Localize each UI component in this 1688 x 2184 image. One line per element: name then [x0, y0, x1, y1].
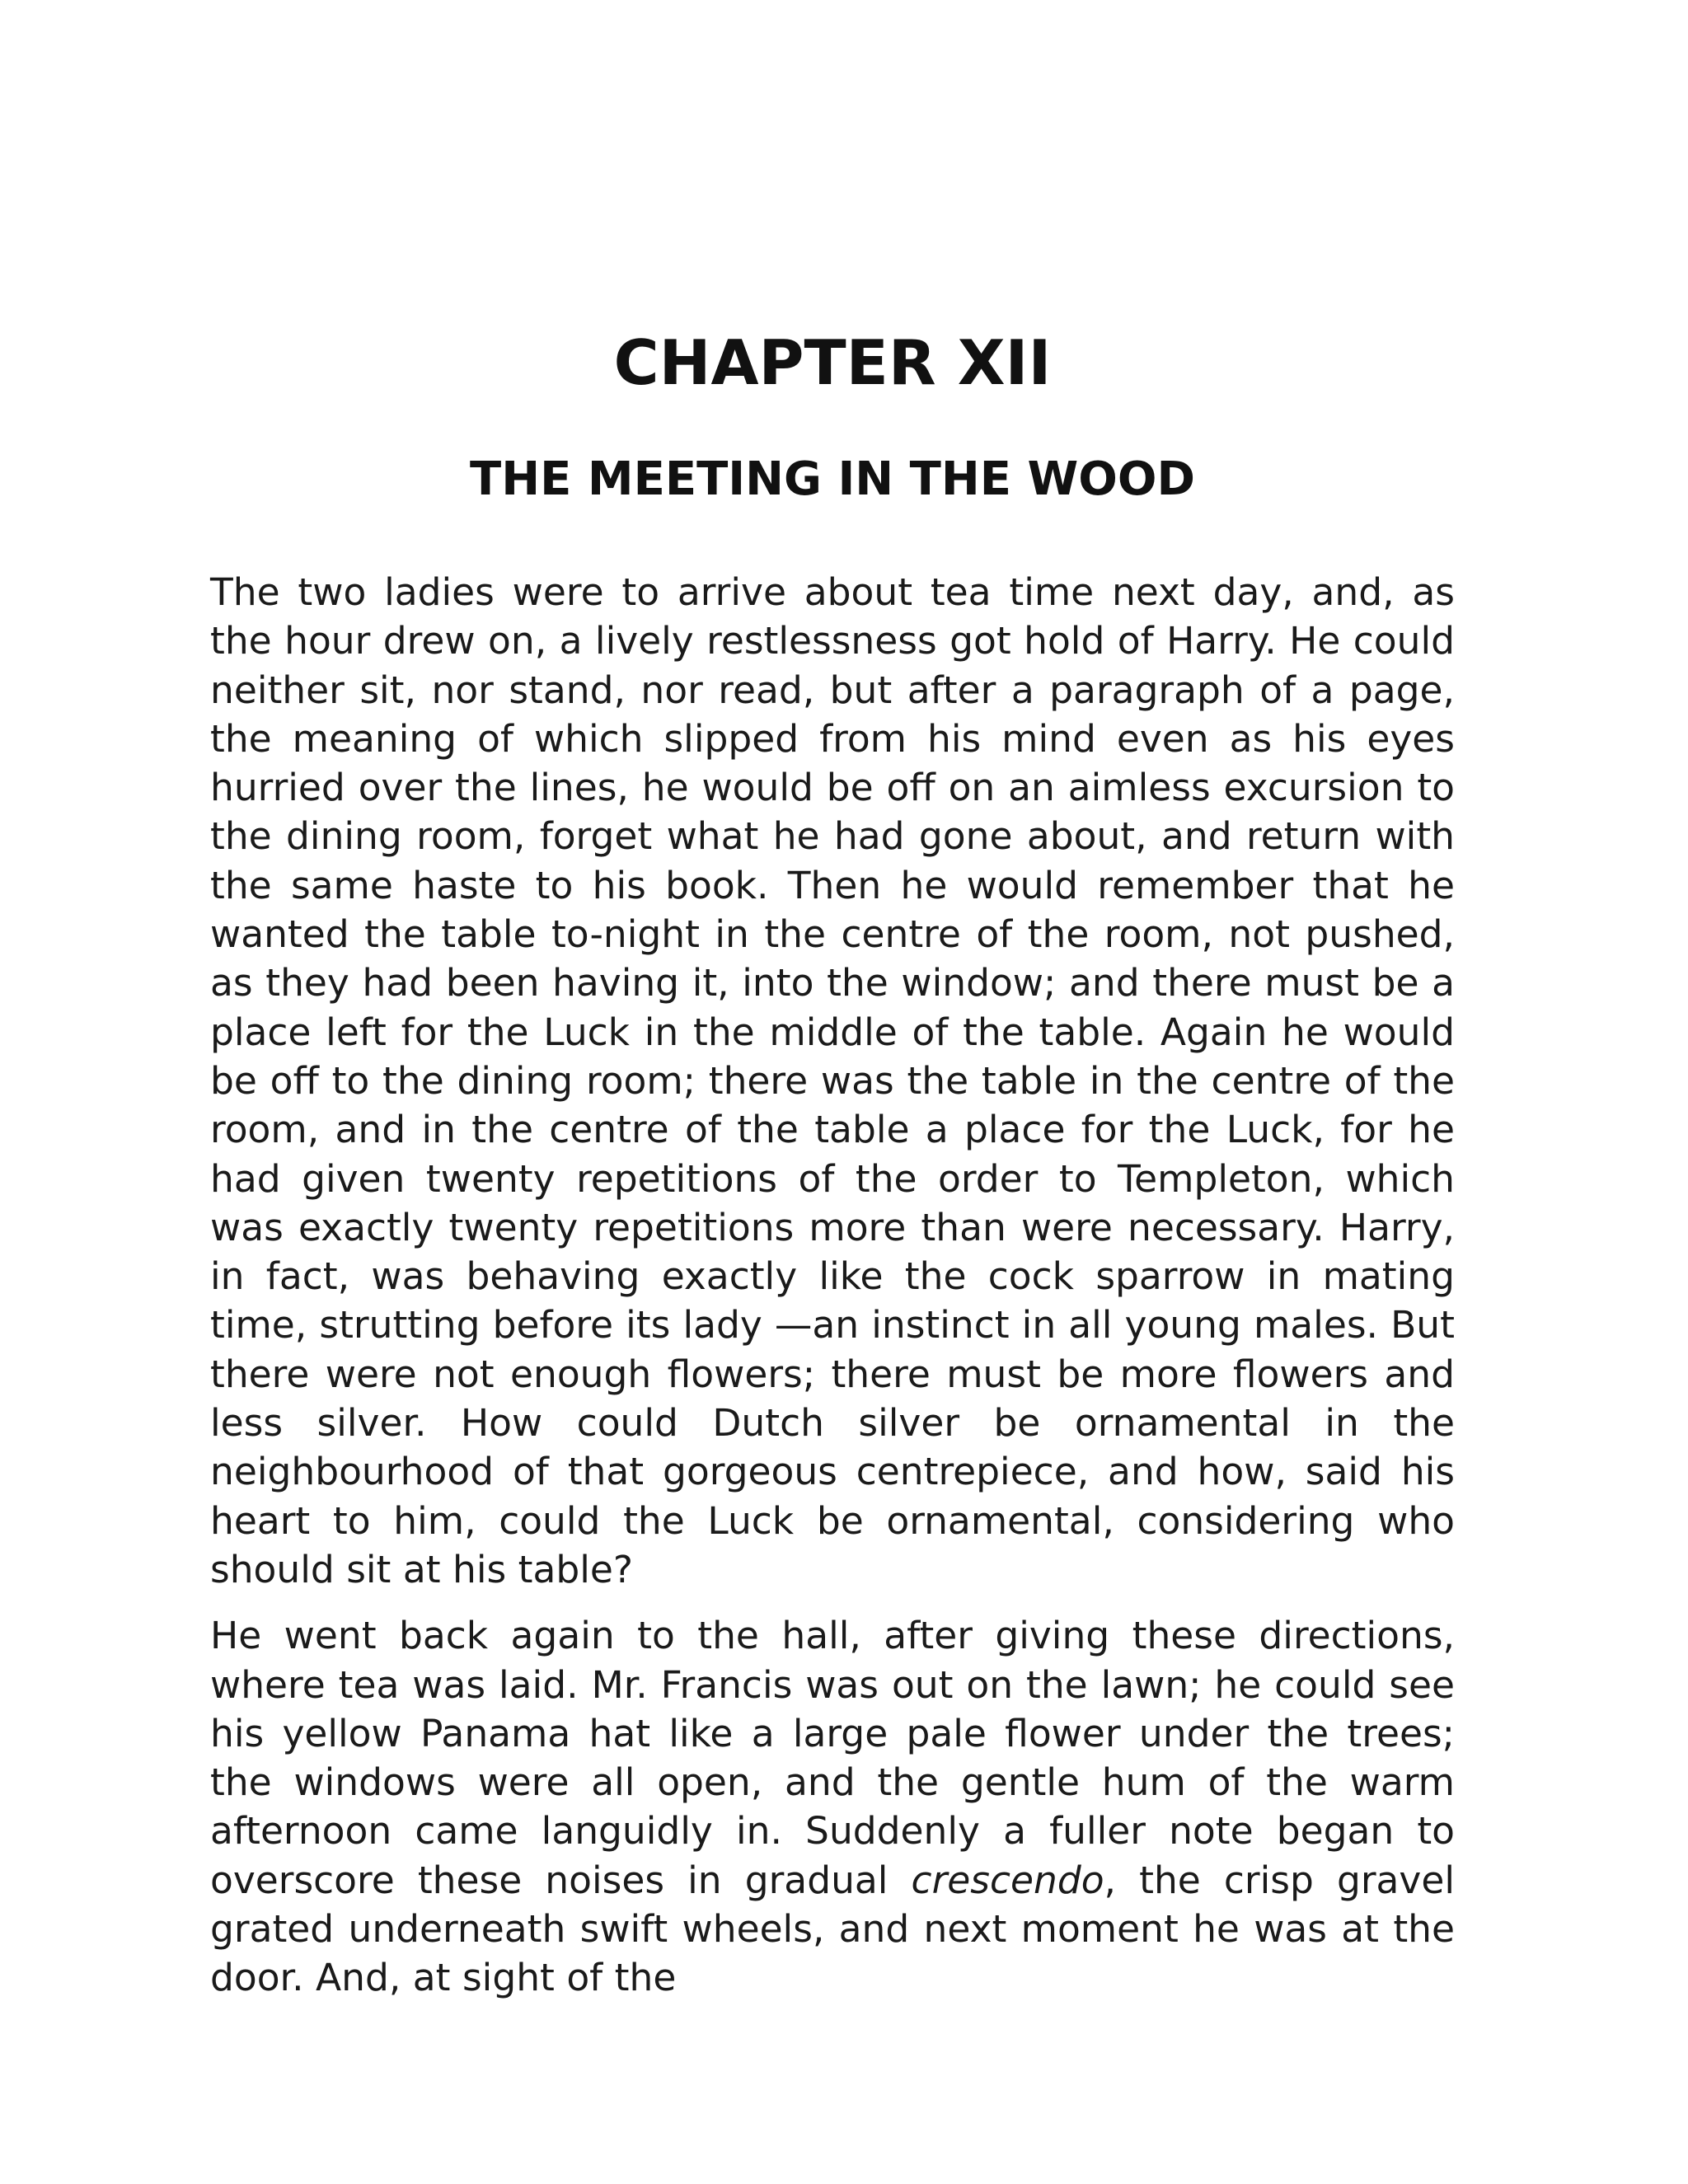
book-page — [210, 326, 1455, 2003]
chapter-title: CHAPTER XII — [613, 326, 1052, 399]
paragraph-2-italic-word: crescendo — [911, 1858, 1104, 1902]
paragraph-2-text-before: He went back again to the hall, after giving these directions, where tea was laid. Mr. Francis was out on the lawn; he could see his yellow Panama hat like a large pale flower under the trees; the windows were all open, and the gentle hum of the warm afternoon came languidly in. Suddenly a fuller note began to overscore these noises in gradual — [210, 1614, 1455, 1902]
paragraph-2 — [210, 1611, 1455, 2002]
chapter-subtitle: THE MEETING IN THE WOOD — [470, 452, 1195, 506]
paragraph-2-text-after: , the crisp gravel grated underneath swift wheels, and next moment he was at the door. And, at sight of the — [210, 1858, 1455, 2000]
chapter-body — [210, 568, 1455, 2003]
paragraph-1: The two ladies were to arrive about tea time next day, and, as the hour drew on, a lively restlessness got hold of Harry. He could neither sit, nor stand, nor read, but after a paragraph of a page, the meaning of which slipped from his mind even as his eyes hurried over the lines, he would be off on an aimless excursion to the dining room, forget what he had gone about, and return with the same haste to his book. Then he would remember that he wanted the table to-night in the centre of the room, not pushed, as they had been having it, into the window; and there must be a place left for the Luck in the middle of the table. Again he would be off to the dining room; there was the table in the centre of the room, and in the centre of the table a place for the Luck, for he had given twenty repetitions of the order to Templeton, which was exactly twenty repetitions more than were necessary. Harry, in fact, was behaving exactly like the cock sparrow in mating time, strutting before its lady —an instinct in all young males. But there were not enough flowers; there must be more flowers and less silver. How could Dutch silver be ornamental in the neighbourhood of that gorgeous centrepiece, and how, said his heart to him, could the Luck be ornamental, considering who should sit at his table? — [210, 570, 1455, 1591]
